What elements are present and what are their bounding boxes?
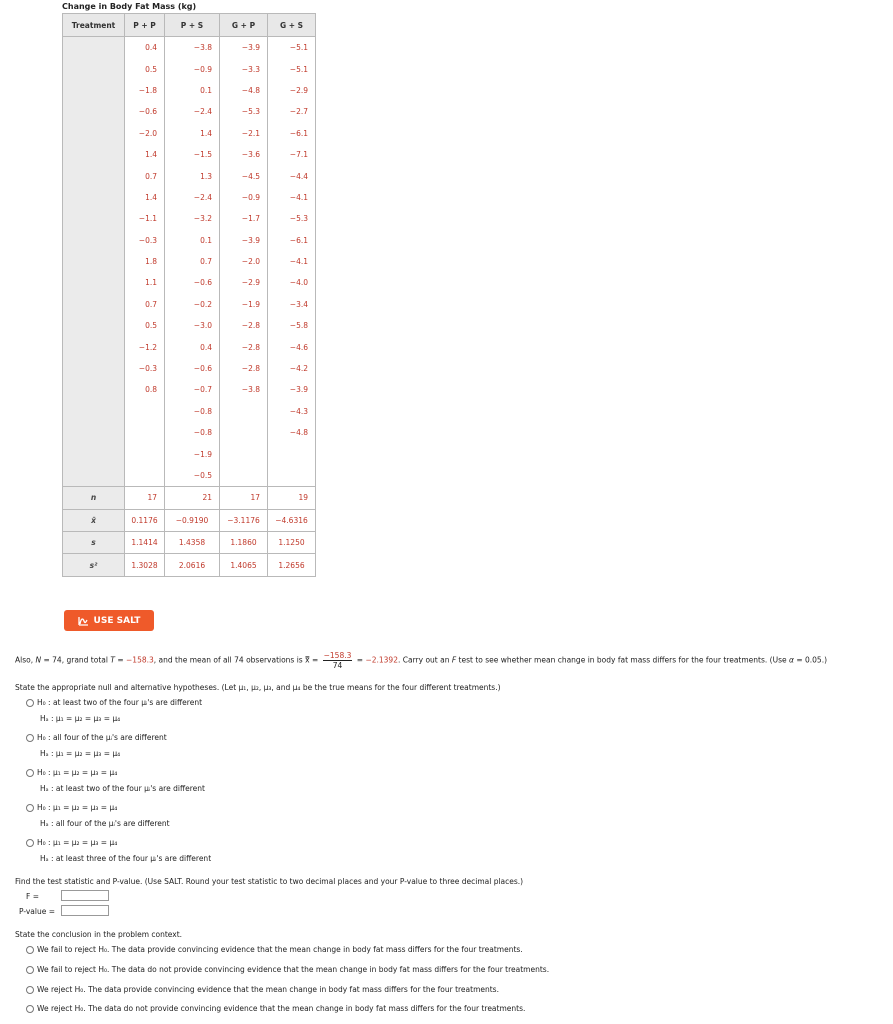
table-cell [268,465,316,487]
table-row [63,401,316,422]
stat-cell: 1.4358 [165,531,220,553]
table-row [63,187,316,208]
table-cell: −3.3 [220,58,268,79]
row-label-cell [63,465,125,487]
hypothesis-alt-text: Hₐ : μ₁ = μ₂ = μ₃ = μ₄ [40,749,121,758]
table-cell: −2.7 [268,101,316,122]
stat-cell: 1.1250 [268,531,316,553]
row-label-cell [63,230,125,251]
table-cell: −2.0 [125,123,165,144]
radio-button[interactable] [26,1005,34,1013]
table-cell: −1.9 [165,443,220,464]
stat-label: s [63,531,125,553]
conclusion-prompt: State the conclusion in the problem context. [15,930,183,939]
table-row [63,144,316,165]
table-cell [220,422,268,443]
table-cell: −3.0 [165,315,220,336]
table-row [63,165,316,186]
table-cell: −1.8 [125,80,165,101]
table-cell: −0.9 [165,58,220,79]
table-cell [125,465,165,487]
stat-cell: −0.9190 [165,509,220,531]
stat-row [63,554,316,576]
table-cell: −5.1 [268,37,316,59]
table-cell: 0.4 [165,336,220,357]
table-row [63,358,316,379]
table-row [63,315,316,336]
hypothesis-alt-text: Hₐ : at least three of the four μᵢ's are different [40,854,212,863]
radio-button[interactable] [26,966,34,974]
table-row [63,37,316,59]
table-cell: 1.4 [165,123,220,144]
table-row [63,422,316,443]
table-cell: −4.8 [268,422,316,443]
hypothesis-null-text: H₀ : all four of the μᵢ's are different [37,733,167,742]
table-cell: −0.9 [220,187,268,208]
table-cell: −2.8 [220,358,268,379]
stat-cell: −4.6316 [268,509,316,531]
col-header-gp: G + P [220,14,268,37]
table-row [63,230,316,251]
table-cell: −2.8 [220,315,268,336]
table-cell: −4.1 [268,187,316,208]
stat-row [63,531,316,553]
stat-cell: 21 [165,487,220,509]
table-cell: 0.7 [125,165,165,186]
table-cell: 0.4 [125,37,165,59]
row-label-cell [63,422,125,443]
row-label-cell [63,336,125,357]
table-cell: −2.9 [268,80,316,101]
table-cell [125,422,165,443]
table-cell [220,443,268,464]
table-cell: −5.3 [268,208,316,229]
row-label-cell [63,401,125,422]
table-cell: 0.1 [165,80,220,101]
table-cell: 0.8 [125,379,165,400]
mean-fraction: $\frac{-158.3}{74}$ [323,651,352,670]
row-label-cell [63,58,125,79]
table-cell: 0.7 [165,251,220,272]
table-cell: −1.9 [220,294,268,315]
table-cell: 1.4 [125,144,165,165]
row-label-cell [63,358,125,379]
table-row [63,443,316,464]
table-row [63,294,316,315]
table-row [63,272,316,293]
table-cell: −0.3 [125,230,165,251]
table-cell: −5.8 [268,315,316,336]
conclusion-text: We reject H₀. The data do not provide convincing evidence that the mean change in body fat mass differs for the four treatments. [37,1004,526,1013]
stat-cell: 19 [268,487,316,509]
row-label-cell [63,379,125,400]
table-cell: 0.1 [165,230,220,251]
hypothesis-alt-text: Hₐ : μ₁ = μ₂ = μ₃ = μ₄ [40,714,121,723]
table-cell: −4.4 [268,165,316,186]
table-row [63,101,316,122]
row-label-cell [63,443,125,464]
row-label-cell [63,208,125,229]
conclusion-option[interactable] [26,1004,525,1013]
header-row [63,14,316,37]
hypothesis-option[interactable] [26,803,117,812]
table-cell: 0.5 [125,58,165,79]
statistic-prompt: Find the test statistic and P-value. (Use SALT. Round your test statistic to two decimal places and your P-value to three decimal places.) [15,877,524,886]
table-row [63,336,316,357]
stat-cell: 1.3028 [125,554,165,576]
row-label-cell [63,251,125,272]
radio-button[interactable] [26,839,34,847]
table-cell: −0.6 [165,272,220,293]
table-cell: −5.1 [268,58,316,79]
table-cell: −2.4 [165,101,220,122]
stat-label: s² [63,554,125,576]
table-row [63,379,316,400]
table-cell [220,465,268,487]
stat-cell: 2.0616 [165,554,220,576]
stat-cell: 17 [220,487,268,509]
table-cell [268,443,316,464]
intro-text: Also, N = 74, grand total T = −158.3, and the mean of all 74 observations is x̿ = $\frac{-158.3}{74}$ = −2.1392. Carry out an F test to see whether mean change in body fat mass differs for the four treatments. (Use α = 0.05.) [15,651,827,670]
salt-chart-icon [78,616,89,626]
table-cell: −1.1 [125,208,165,229]
table-cell: −0.6 [125,101,165,122]
radio-button[interactable] [26,804,34,812]
stat-cell: 17 [125,487,165,509]
stat-cell: 1.1860 [220,531,268,553]
table-cell: −0.6 [165,358,220,379]
data-table [62,13,316,577]
table-row [63,58,316,79]
table-cell: −2.8 [220,336,268,357]
table-cell: −6.1 [268,230,316,251]
table-row [63,80,316,101]
conclusion-option[interactable] [26,985,499,994]
table-row [63,251,316,272]
hypothesis-option[interactable] [26,733,167,742]
table-cell [125,401,165,422]
stat-label: n [63,487,125,509]
hypothesis-option[interactable] [26,698,202,707]
table-cell [125,443,165,464]
hypothesis-option[interactable] [26,838,117,847]
table-cell: 1.8 [125,251,165,272]
table-row [63,465,316,487]
row-label-cell [63,80,125,101]
row-label-cell [63,272,125,293]
p-value-input[interactable] [61,905,109,916]
table-row [63,123,316,144]
row-label-cell [63,315,125,336]
p-value-label: P-value = [18,907,55,916]
table-title: Change in Body Fat Mass (kg) [62,2,197,11]
row-label-cell [63,294,125,315]
table-cell: −3.9 [220,230,268,251]
table-row [63,208,316,229]
stat-cell: 1.1414 [125,531,165,553]
table-cell: −3.6 [220,144,268,165]
conclusion-text: We fail to reject H₀. The data do not provide convincing evidence that the mean change in body fat mass differs for the four treatments. [37,965,550,974]
hypothesis-null-text: H₀ : at least two of the four μᵢ's are different [37,698,203,707]
radio-button[interactable] [26,699,34,707]
table-cell: 1.3 [165,165,220,186]
stat-cell: −3.1176 [220,509,268,531]
table-cell: −4.5 [220,165,268,186]
table-cell: −3.9 [268,379,316,400]
table-cell [220,401,268,422]
use-salt-button[interactable] [64,610,154,631]
stat-cell: 1.2656 [268,554,316,576]
row-label-cell [63,165,125,186]
table-cell: −6.1 [268,123,316,144]
table-cell: −4.0 [268,272,316,293]
f-label: F = [26,892,39,901]
radio-button[interactable] [26,734,34,742]
table-cell: −4.6 [268,336,316,357]
table-cell: −4.1 [268,251,316,272]
row-label-cell [63,144,125,165]
stat-row [63,509,316,531]
table-cell: −2.9 [220,272,268,293]
stat-cell: 1.4065 [220,554,268,576]
col-header-gs: G + S [268,14,316,37]
table-cell: −0.8 [165,401,220,422]
table-cell: −3.8 [165,37,220,59]
table-cell: −5.3 [220,101,268,122]
radio-button[interactable] [26,986,34,994]
row-label-cell [63,101,125,122]
radio-button[interactable] [26,769,34,777]
table-cell: −0.3 [125,358,165,379]
table-cell: −0.5 [165,465,220,487]
table-cell: −0.2 [165,294,220,315]
table-cell: −4.3 [268,401,316,422]
hypothesis-prompt: State the appropriate null and alternative hypotheses. (Let μ₁, μ₂, μ₃, and μ₄ be the true means for the four different treatments.) [15,683,501,692]
hypothesis-null-text: H₀ : μ₁ = μ₂ = μ₃ = μ₄ [37,803,118,812]
conclusion-option[interactable] [26,965,549,974]
hypothesis-alt-text: Hₐ : all four of the μᵢ's are different [40,819,170,828]
table-cell: 0.5 [125,315,165,336]
stat-row [63,487,316,509]
table-cell: −2.0 [220,251,268,272]
table-cell: −1.7 [220,208,268,229]
use-salt-label: USE SALT [93,615,141,626]
table-cell: −0.8 [165,422,220,443]
table-cell: −4.2 [268,358,316,379]
hypothesis-null-text: H₀ : μ₁ = μ₂ = μ₃ = μ₄ [37,838,118,847]
hypothesis-option[interactable] [26,768,117,777]
conclusion-option[interactable] [26,945,523,954]
table-cell: −3.9 [220,37,268,59]
table-cell: −0.7 [165,379,220,400]
col-header-treatment: Treatment [63,14,125,37]
radio-button[interactable] [26,946,34,954]
table-cell: −4.8 [220,80,268,101]
stat-label: x̄ [63,509,125,531]
conclusion-text: We reject H₀. The data provide convincing evidence that the mean change in body fat mass differs for the four treatments. [37,985,499,994]
table-cell: −7.1 [268,144,316,165]
row-label-cell [63,187,125,208]
hypothesis-alt-text: Hₐ : at least two of the four μᵢ's are different [40,784,205,793]
row-label-cell [63,123,125,144]
col-header-pp: P + P [125,14,165,37]
table-cell: −3.2 [165,208,220,229]
table-cell: −2.4 [165,187,220,208]
table-cell: −3.4 [268,294,316,315]
table-cell: −2.1 [220,123,268,144]
hypothesis-null-text: H₀ : μ₁ = μ₂ = μ₃ = μ₄ [37,768,118,777]
table-cell: 0.7 [125,294,165,315]
table-cell: −1.5 [165,144,220,165]
row-label-cell [63,37,125,59]
f-input[interactable] [61,890,109,901]
table-cell: 1.1 [125,272,165,293]
table-cell: −3.8 [220,379,268,400]
conclusion-text: We fail to reject H₀. The data provide convincing evidence that the mean change in body fat mass differs for the four treatments. [37,945,523,954]
stat-cell: 0.1176 [125,509,165,531]
col-header-ps: P + S [165,14,220,37]
table-cell: −1.2 [125,336,165,357]
table-cell: 1.4 [125,187,165,208]
